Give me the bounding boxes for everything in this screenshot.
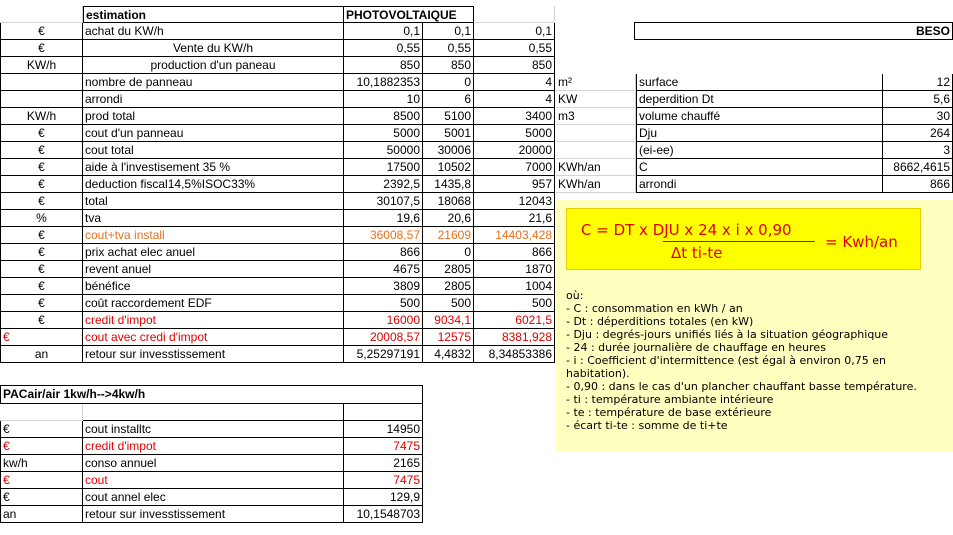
label-cell[interactable]: achat du KW/h bbox=[83, 23, 344, 40]
cell-empty[interactable] bbox=[0, 404, 83, 421]
pac-label-cell[interactable]: cout bbox=[83, 472, 344, 489]
value-cell[interactable]: 21,6 bbox=[474, 210, 555, 227]
cell-empty[interactable] bbox=[0, 6, 83, 23]
beso-unit-cell[interactable]: m3 bbox=[556, 108, 636, 125]
value-cell[interactable]: 1435,8 bbox=[423, 176, 474, 193]
value-cell[interactable]: 5000 bbox=[474, 125, 555, 142]
unit-cell[interactable]: € bbox=[0, 227, 83, 244]
value-cell[interactable]: 5,25297191 bbox=[344, 346, 423, 363]
unit-cell[interactable]: € bbox=[0, 312, 83, 329]
beso-unit-cell[interactable] bbox=[556, 125, 636, 142]
pac-unit-cell[interactable]: € bbox=[0, 489, 83, 506]
unit-cell[interactable]: € bbox=[0, 176, 83, 193]
value-cell[interactable]: 10 bbox=[344, 91, 423, 108]
cell-empty[interactable] bbox=[83, 404, 344, 421]
note-line: - ti : température ambiante intérieure bbox=[566, 393, 774, 406]
value-cell[interactable]: 3809 bbox=[344, 278, 423, 295]
unit-cell[interactable]: € bbox=[0, 142, 83, 159]
pac-value-cell[interactable]: 14950 bbox=[344, 421, 423, 438]
pac-value-cell[interactable]: 10,1548703 bbox=[344, 506, 423, 523]
beso-value-cell[interactable]: 30 bbox=[883, 108, 953, 125]
value-cell[interactable]: 0 bbox=[423, 244, 474, 261]
value-cell[interactable]: 0,55 bbox=[423, 40, 474, 57]
pac-value-cell[interactable]: 7475 bbox=[344, 472, 423, 489]
note-line: - 0,90 : dans le cas d'un plancher chauffant basse température. bbox=[566, 380, 917, 393]
value-cell[interactable]: 20000 bbox=[474, 142, 555, 159]
header-beso[interactable]: BESO bbox=[634, 22, 953, 40]
unit-cell[interactable]: € bbox=[0, 261, 83, 278]
value-cell[interactable]: 0,55 bbox=[474, 40, 555, 57]
value-cell[interactable]: 4,4832 bbox=[423, 346, 474, 363]
unit-cell[interactable]: € bbox=[0, 159, 83, 176]
value-cell[interactable]: 850 bbox=[344, 57, 423, 74]
note-line: - Dt : déperditions totales (en kW) bbox=[566, 315, 754, 328]
beso-unit-cell[interactable]: KW bbox=[556, 91, 636, 108]
value-cell[interactable]: 21609 bbox=[423, 227, 474, 244]
value-cell[interactable]: 2392,5 bbox=[344, 176, 423, 193]
value-cell[interactable]: 500 bbox=[344, 295, 423, 312]
value-cell[interactable]: 9034,1 bbox=[423, 312, 474, 329]
cell-empty[interactable] bbox=[344, 404, 423, 421]
value-cell[interactable]: 50000 bbox=[344, 142, 423, 159]
value-cell[interactable]: 5100 bbox=[423, 108, 474, 125]
unit-cell[interactable]: € bbox=[0, 125, 83, 142]
label-cell[interactable]: nombre de panneau bbox=[83, 74, 344, 91]
beso-value-cell[interactable]: 3 bbox=[883, 142, 953, 159]
label-cell[interactable]: cout+tva install bbox=[83, 227, 344, 244]
formula-numerator: C = DT x DJU x 24 x i x 0,90 bbox=[581, 221, 792, 239]
value-cell[interactable]: 866 bbox=[474, 244, 555, 261]
value-cell[interactable]: 5001 bbox=[423, 125, 474, 142]
header-estimation[interactable]: estimation bbox=[83, 6, 344, 23]
unit-cell[interactable]: € bbox=[0, 193, 83, 210]
pac-label-cell[interactable]: credit d'impot bbox=[83, 438, 344, 455]
label-cell[interactable]: tva bbox=[83, 210, 344, 227]
note-line: - écart ti-te : somme de ti+te bbox=[566, 419, 728, 432]
beso-value-cell[interactable]: 8662,4615 bbox=[883, 159, 953, 176]
label-cell[interactable]: retour sur invesstissement bbox=[83, 346, 344, 363]
formula-result: = Kwh/an bbox=[825, 233, 898, 251]
value-cell[interactable]: 0,1 bbox=[423, 23, 474, 40]
value-cell[interactable]: 500 bbox=[474, 295, 555, 312]
value-cell[interactable]: 1870 bbox=[474, 261, 555, 278]
value-cell[interactable]: 6 bbox=[423, 91, 474, 108]
value-cell[interactable]: 850 bbox=[474, 57, 555, 74]
label-cell[interactable]: coût raccordement EDF bbox=[83, 295, 344, 312]
beso-unit-cell[interactable] bbox=[556, 142, 636, 159]
beso-unit-cell[interactable]: KWh/an bbox=[556, 176, 636, 193]
pac-label-cell[interactable]: retour sur invesstissement bbox=[83, 506, 344, 523]
label-cell[interactable]: cout d'un panneau bbox=[83, 125, 344, 142]
pac-value-cell[interactable]: 2165 bbox=[344, 455, 423, 472]
note-line: - te : température de base extérieure bbox=[566, 406, 772, 419]
value-cell[interactable]: 7000 bbox=[474, 159, 555, 176]
label-cell[interactable]: revent anuel bbox=[83, 261, 344, 278]
note-line: habitation). bbox=[566, 367, 630, 380]
value-cell[interactable]: 20008,57 bbox=[344, 329, 423, 346]
value-cell[interactable]: 8500 bbox=[344, 108, 423, 125]
value-cell[interactable]: 866 bbox=[344, 244, 423, 261]
pac-unit-cell[interactable]: € bbox=[0, 472, 83, 489]
beso-value-cell[interactable]: 264 bbox=[883, 125, 953, 142]
unit-cell[interactable]: KW/h bbox=[0, 108, 83, 125]
value-cell[interactable]: 30006 bbox=[423, 142, 474, 159]
note-line: - Dju : degrés-jours unifiés liés à la situation géographique bbox=[566, 328, 889, 341]
label-cell[interactable]: cout avec credi d'impot bbox=[83, 329, 344, 346]
label-cell[interactable]: production d'un paneau bbox=[83, 57, 344, 74]
value-cell[interactable]: 5000 bbox=[344, 125, 423, 142]
unit-cell[interactable]: KW/h bbox=[0, 57, 83, 74]
value-cell[interactable]: 36008,57 bbox=[344, 227, 423, 244]
label-cell[interactable]: arrondi bbox=[83, 91, 344, 108]
beso-value-cell[interactable]: 866 bbox=[883, 176, 953, 193]
cell-empty[interactable] bbox=[474, 6, 555, 23]
unit-cell[interactable]: € bbox=[0, 278, 83, 295]
beso-label-cell[interactable]: deperdition Dt bbox=[636, 91, 883, 108]
beso-label-cell[interactable]: C bbox=[636, 159, 883, 176]
beso-label-cell[interactable]: surface bbox=[636, 74, 883, 91]
label-cell[interactable]: Vente du KW/h bbox=[83, 40, 344, 57]
label-cell[interactable]: bénéfice bbox=[83, 278, 344, 295]
unit-cell[interactable]: € bbox=[0, 329, 83, 346]
pac-unit-cell[interactable]: kw/h bbox=[0, 455, 83, 472]
value-cell[interactable]: 12043 bbox=[474, 193, 555, 210]
value-cell[interactable]: 16000 bbox=[344, 312, 423, 329]
label-cell[interactable]: cout total bbox=[83, 142, 344, 159]
pac-value-cell[interactable]: 7475 bbox=[344, 438, 423, 455]
note-line: - 24 : durée journalière de chauffage en heures bbox=[566, 341, 826, 354]
note-line: - C : consommation en kWh / an bbox=[566, 302, 743, 315]
label-cell[interactable]: credit d'impot bbox=[83, 312, 344, 329]
unit-cell[interactable]: € bbox=[0, 244, 83, 261]
pac-unit-cell[interactable]: an bbox=[0, 506, 83, 523]
value-cell[interactable]: 0,55 bbox=[344, 40, 423, 57]
unit-cell[interactable]: an bbox=[0, 346, 83, 363]
label-cell[interactable]: prix achat elec anuel bbox=[83, 244, 344, 261]
value-cell[interactable]: 18068 bbox=[423, 193, 474, 210]
note-line: - i : Coefficient d'intermittence (est égal à environ 0,75 en bbox=[566, 354, 886, 367]
label-cell[interactable]: aide à l'investisement 35 % bbox=[83, 159, 344, 176]
value-cell[interactable]: 6021,5 bbox=[474, 312, 555, 329]
pac-unit-cell[interactable]: € bbox=[0, 438, 83, 455]
pac-label-cell[interactable]: cout annel elec bbox=[83, 489, 344, 506]
unit-cell[interactable]: % bbox=[0, 210, 83, 227]
value-cell[interactable]: 20,6 bbox=[423, 210, 474, 227]
formula-box bbox=[566, 208, 921, 270]
formula-denominator: Δt ti-te bbox=[671, 244, 723, 262]
pac-label-cell[interactable]: cout installtc bbox=[83, 421, 344, 438]
beso-unit-cell[interactable]: KWh/an bbox=[556, 159, 636, 176]
beso-label-cell[interactable]: Dju bbox=[636, 125, 883, 142]
value-cell[interactable]: 0 bbox=[423, 74, 474, 91]
unit-cell[interactable] bbox=[0, 74, 83, 91]
value-cell[interactable]: 4675 bbox=[344, 261, 423, 278]
value-cell[interactable]: 30107,5 bbox=[344, 193, 423, 210]
value-cell[interactable]: 500 bbox=[423, 295, 474, 312]
value-cell[interactable]: 1004 bbox=[474, 278, 555, 295]
value-cell[interactable]: 2805 bbox=[423, 278, 474, 295]
beso-label-cell[interactable]: arrondi bbox=[636, 176, 883, 193]
label-cell[interactable]: deduction fiscal14,5%ISOC33% bbox=[83, 176, 344, 193]
fraction-bar bbox=[663, 241, 815, 242]
value-cell[interactable]: 957 bbox=[474, 176, 555, 193]
unit-cell[interactable]: € bbox=[0, 23, 83, 40]
beso-unit-cell[interactable]: m² bbox=[556, 74, 636, 91]
pac-unit-cell[interactable]: € bbox=[0, 421, 83, 438]
label-cell[interactable]: total bbox=[83, 193, 344, 210]
value-cell[interactable]: 0,1 bbox=[474, 23, 555, 40]
value-cell[interactable]: 17500 bbox=[344, 159, 423, 176]
pac-title[interactable]: PACair/air 1kw/h-->4kw/h bbox=[0, 385, 423, 404]
pac-value-cell[interactable]: 129,9 bbox=[344, 489, 423, 506]
value-cell[interactable]: 8381,928 bbox=[474, 329, 555, 346]
beso-value-cell[interactable]: 5,6 bbox=[883, 91, 953, 108]
beso-label-cell[interactable]: (ei-ee) bbox=[636, 142, 883, 159]
label-cell[interactable]: prod total bbox=[83, 108, 344, 125]
value-cell[interactable]: 3400 bbox=[474, 108, 555, 125]
value-cell[interactable]: 12575 bbox=[423, 329, 474, 346]
pac-label-cell[interactable]: conso annuel bbox=[83, 455, 344, 472]
value-cell[interactable]: 0,1 bbox=[344, 23, 423, 40]
value-cell[interactable]: 10,1882353 bbox=[344, 74, 423, 91]
value-cell[interactable]: 4 bbox=[474, 74, 555, 91]
value-cell[interactable]: 2805 bbox=[423, 261, 474, 278]
value-cell[interactable]: 4 bbox=[474, 91, 555, 108]
unit-cell[interactable]: € bbox=[0, 40, 83, 57]
unit-cell[interactable] bbox=[0, 91, 83, 108]
beso-value-cell[interactable]: 12 bbox=[883, 74, 953, 91]
beso-label-cell[interactable]: volume chauffé bbox=[636, 108, 883, 125]
header-photovoltaique[interactable]: PHOTOVOLTAIQUE bbox=[344, 6, 474, 23]
value-cell[interactable]: 8,34853386 bbox=[474, 346, 555, 363]
note-line: où: bbox=[566, 289, 584, 302]
unit-cell[interactable]: € bbox=[0, 295, 83, 312]
value-cell[interactable]: 14403,428 bbox=[474, 227, 555, 244]
value-cell[interactable]: 850 bbox=[423, 57, 474, 74]
value-cell[interactable]: 10502 bbox=[423, 159, 474, 176]
value-cell[interactable]: 19,6 bbox=[344, 210, 423, 227]
